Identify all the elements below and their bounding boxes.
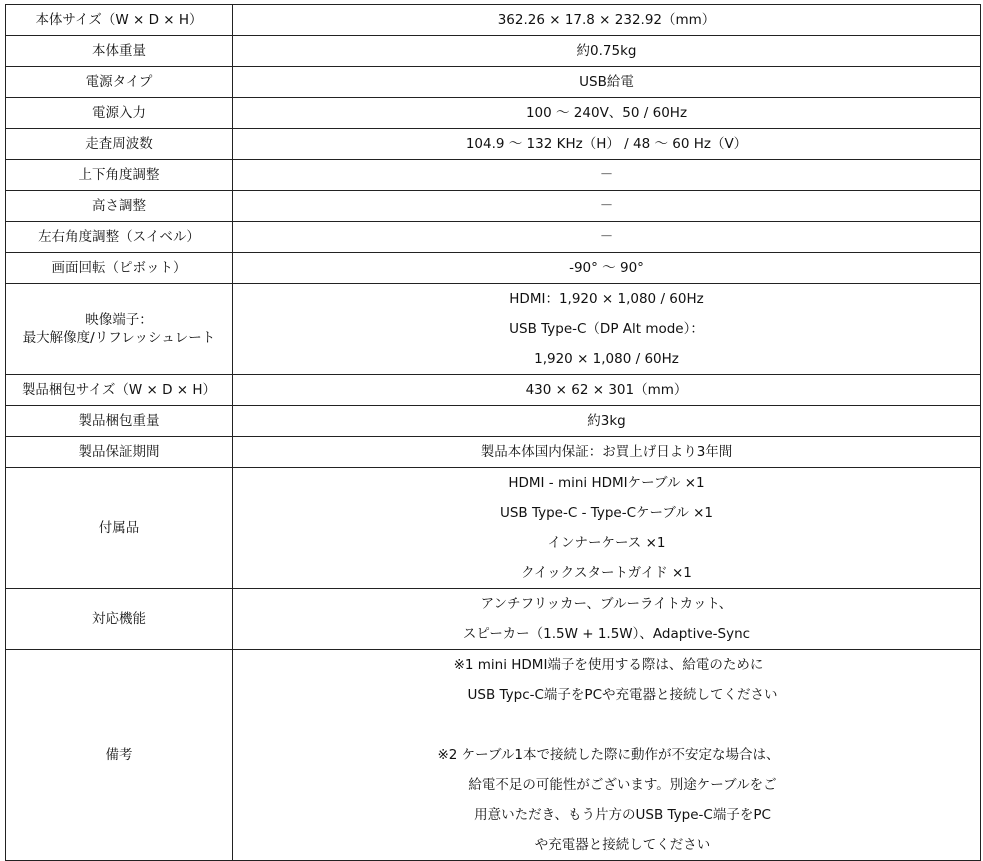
note-spacer — [233, 710, 980, 740]
note-line: 用意いただき、もう片方のUSB Type-C端子をPC — [474, 807, 771, 823]
row-label — [6, 67, 233, 98]
table-row — [6, 222, 981, 253]
value-line: -90° ～ 90° — [569, 260, 644, 276]
row-value — [233, 468, 981, 589]
note-line: USB Typc-C端子をPCや充電器と接続してください — [467, 687, 778, 703]
row-label — [6, 98, 233, 129]
value-line: 100 ～ 240V、50 / 60Hz — [525, 105, 688, 121]
label-line: 製品梱包重量 — [78, 413, 160, 429]
notes-value — [233, 650, 981, 861]
table-row — [6, 191, 981, 222]
row-value — [233, 160, 981, 191]
table-row — [6, 284, 981, 375]
spec-table — [5, 4, 981, 861]
row-value — [233, 36, 981, 67]
row-label — [6, 36, 233, 67]
spec-table-body — [6, 5, 981, 861]
value-line: － — [599, 229, 614, 245]
table-row — [6, 5, 981, 36]
row-value — [233, 222, 981, 253]
row-label — [6, 160, 233, 191]
value-line: － — [599, 198, 614, 214]
table-row — [6, 589, 981, 650]
table-row-notes — [6, 650, 981, 861]
row-value — [233, 437, 981, 468]
value-line: USB Type-C - Type-Cケーブル ×1 — [499, 505, 714, 521]
label-line: 高さ調整 — [92, 198, 146, 214]
value-line: － — [599, 167, 614, 183]
row-label — [6, 375, 233, 406]
label-line: 画面回転（ピボット） — [51, 260, 187, 276]
value-line: USB給電 — [579, 74, 634, 90]
value-line: USB Type-C（DP Alt mode）： — [509, 321, 704, 337]
notes-label: 備考 — [105, 747, 133, 763]
value-line: HDMI - mini HDMIケーブル ×1 — [508, 475, 705, 491]
table-row — [6, 437, 981, 468]
table-row — [6, 98, 981, 129]
row-value — [233, 375, 981, 406]
table-row — [6, 375, 981, 406]
label-line: 本体重量 — [92, 43, 146, 59]
value-line: インナーケース ×1 — [547, 535, 666, 551]
value-line: 製品本体国内保証：お買上げ日より3年間 — [480, 444, 733, 460]
label-line: 電源タイプ — [85, 74, 153, 90]
row-value — [233, 67, 981, 98]
table-row — [6, 468, 981, 589]
table-row — [6, 129, 981, 160]
table-row — [6, 36, 981, 67]
value-line: 約0.75kg — [576, 43, 637, 59]
table-row — [6, 253, 981, 284]
value-line: 430 × 62 × 301（mm） — [525, 382, 688, 398]
row-value — [233, 98, 981, 129]
row-value — [233, 284, 981, 375]
label-line: 付属品 — [98, 520, 140, 536]
label-line: 製品保証期間 — [78, 444, 160, 460]
row-label — [6, 284, 233, 375]
table-row — [6, 406, 981, 437]
row-label — [6, 589, 233, 650]
row-label — [6, 5, 233, 36]
note-line: ※1 mini HDMI端子を使用する際は、給電のために — [453, 657, 764, 673]
row-value — [233, 406, 981, 437]
label-line: 電源入力 — [92, 105, 146, 121]
label-line: 左右角度調整（スイベル） — [38, 229, 200, 245]
value-line: クイックスタートガイド ×1 — [521, 565, 692, 581]
row-label — [6, 406, 233, 437]
table-row — [6, 160, 981, 191]
value-line: アンチフリッカー、ブルーライトカット、 — [480, 596, 733, 612]
label-line: 最大解像度/リフレッシュレート — [22, 330, 216, 346]
value-line: スピーカー（1.5W + 1.5W）、Adaptive-Sync — [462, 626, 751, 642]
note-line: ※2 ケーブル1本で接続した際に動作が不安定な場合は、 — [437, 747, 780, 763]
value-line: 362.26 × 17.8 × 232.92（mm） — [497, 12, 716, 28]
note-line: や充電器と接続してください — [534, 837, 711, 853]
label-line: 本体サイズ（W × D × H） — [35, 12, 203, 28]
row-label — [6, 650, 233, 861]
row-label — [6, 437, 233, 468]
label-line: 製品梱包サイズ（W × D × H） — [21, 382, 217, 398]
value-line: 1,920 × 1,080 / 60Hz — [534, 351, 679, 367]
row-value — [233, 129, 981, 160]
row-value — [233, 589, 981, 650]
value-line: 約3kg — [587, 413, 626, 429]
row-label — [6, 129, 233, 160]
label-line: 映像端子： — [85, 312, 153, 328]
label-line: 上下角度調整 — [78, 167, 160, 183]
note-line: 給電不足の可能性がございます。別途ケーブルをご — [468, 777, 777, 793]
label-line: 走査周波数 — [85, 136, 153, 152]
value-line: 104.9 ～ 132 KHz（H） / 48 ～ 60 Hz（V） — [465, 136, 748, 152]
row-value — [233, 253, 981, 284]
row-label — [6, 468, 233, 589]
table-row — [6, 67, 981, 98]
row-label — [6, 191, 233, 222]
row-value — [233, 5, 981, 36]
row-label — [6, 253, 233, 284]
label-line: 対応機能 — [92, 611, 146, 627]
row-value — [233, 191, 981, 222]
value-line: HDMI：1,920 × 1,080 / 60Hz — [509, 291, 704, 307]
row-label — [6, 222, 233, 253]
